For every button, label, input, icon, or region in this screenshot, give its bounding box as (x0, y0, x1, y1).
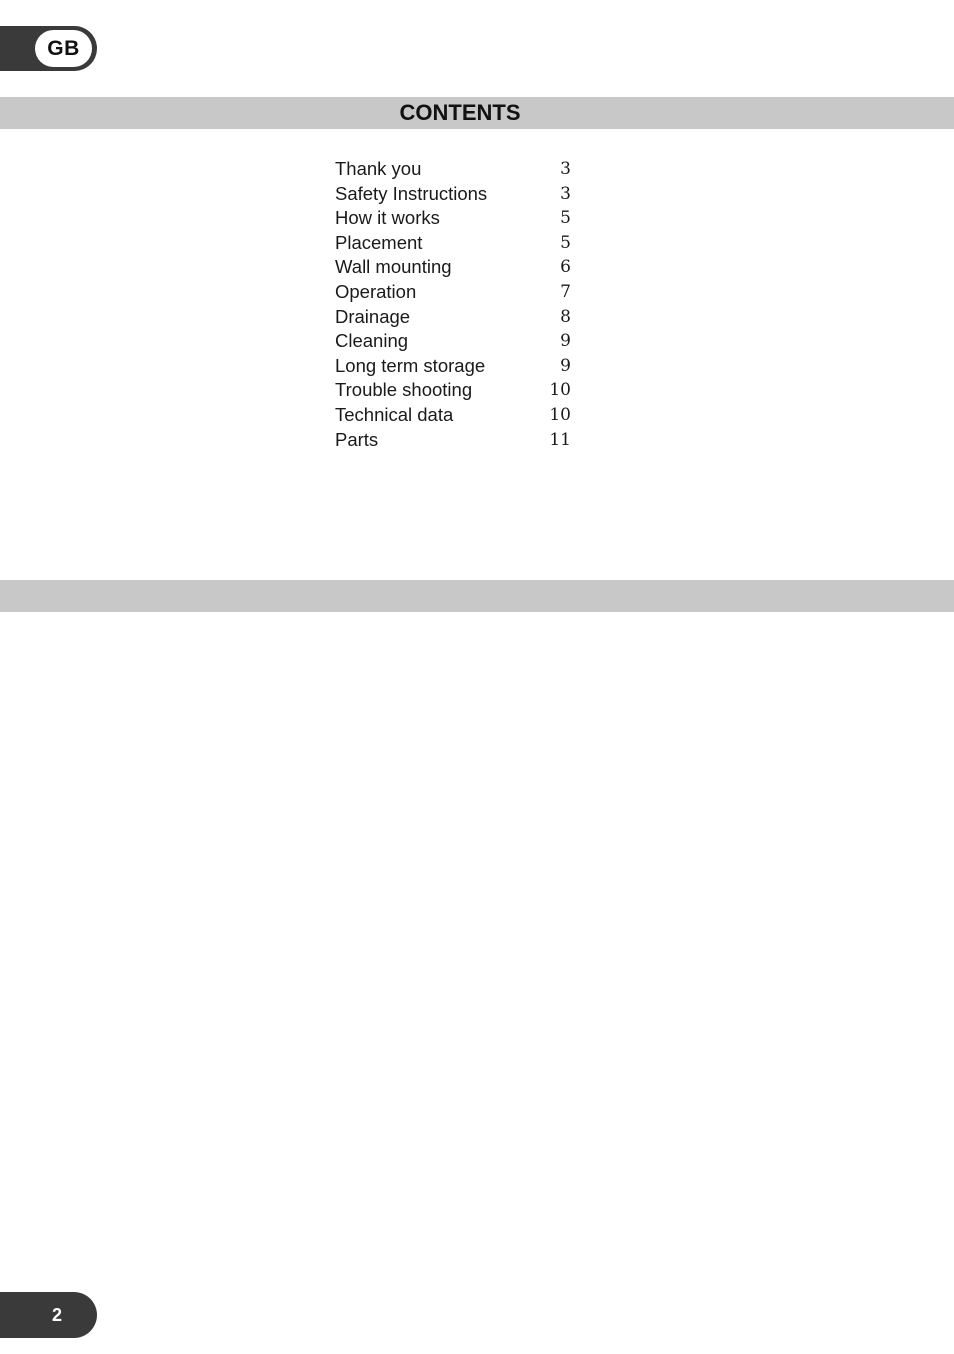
toc-item-drainage[interactable] (335, 305, 575, 330)
toc-item-page: 8 (560, 306, 571, 327)
toc-item-page: 6 (560, 257, 571, 278)
toc-item-wall-mounting[interactable] (335, 255, 575, 280)
toc-item-label: How it works (335, 207, 440, 229)
toc-item-label: Safety Instructions (335, 182, 488, 204)
language-tab (0, 26, 97, 71)
toc-item-how-it-works[interactable] (335, 206, 575, 231)
page-number: 2 (52, 1304, 63, 1325)
toc-item-operation[interactable] (335, 280, 575, 305)
toc-item-thank-you[interactable] (335, 157, 575, 182)
toc-item-long-term-storage[interactable] (335, 354, 575, 379)
toc-item-placement[interactable] (335, 231, 575, 256)
section-divider-bar (0, 580, 954, 612)
toc-item-page: 3 (560, 159, 571, 179)
toc-item-page: 11 (549, 429, 571, 450)
toc-item-label: Drainage (335, 305, 411, 327)
toc-item-technical-data[interactable] (335, 403, 575, 428)
toc-item-page: 5 (560, 208, 571, 229)
language-code-badge: GB (35, 30, 92, 67)
toc-item-page: 3 (560, 183, 571, 204)
toc-item-safety-instructions[interactable] (335, 182, 575, 207)
toc-item-label: Placement (335, 231, 423, 253)
toc-item-page: 10 (549, 404, 571, 425)
toc-item-label: Thank you (335, 158, 422, 179)
table-of-contents (335, 157, 575, 452)
toc-item-label: Technical data (335, 403, 454, 425)
toc-item-parts[interactable] (335, 428, 575, 453)
toc-item-page: 10 (549, 380, 571, 401)
toc-item-label: Parts (335, 428, 379, 450)
toc-item-cleaning[interactable] (335, 329, 575, 354)
toc-item-page: 9 (560, 355, 571, 376)
toc-item-label: Operation (335, 280, 417, 302)
toc-item-page: 9 (560, 331, 571, 352)
page-title: CONTENTS (399, 100, 521, 125)
toc-item-trouble-shooting[interactable] (335, 378, 575, 403)
toc-item-label: Cleaning (335, 330, 409, 352)
toc-item-label: Trouble shooting (335, 379, 473, 401)
toc-item-page: 5 (560, 232, 571, 253)
toc-item-label: Long term storage (335, 354, 486, 376)
page-number-tab (0, 1292, 97, 1338)
contents-header-bar (0, 97, 954, 129)
toc-item-page: 7 (560, 281, 571, 302)
toc-item-label: Wall mounting (335, 256, 452, 278)
